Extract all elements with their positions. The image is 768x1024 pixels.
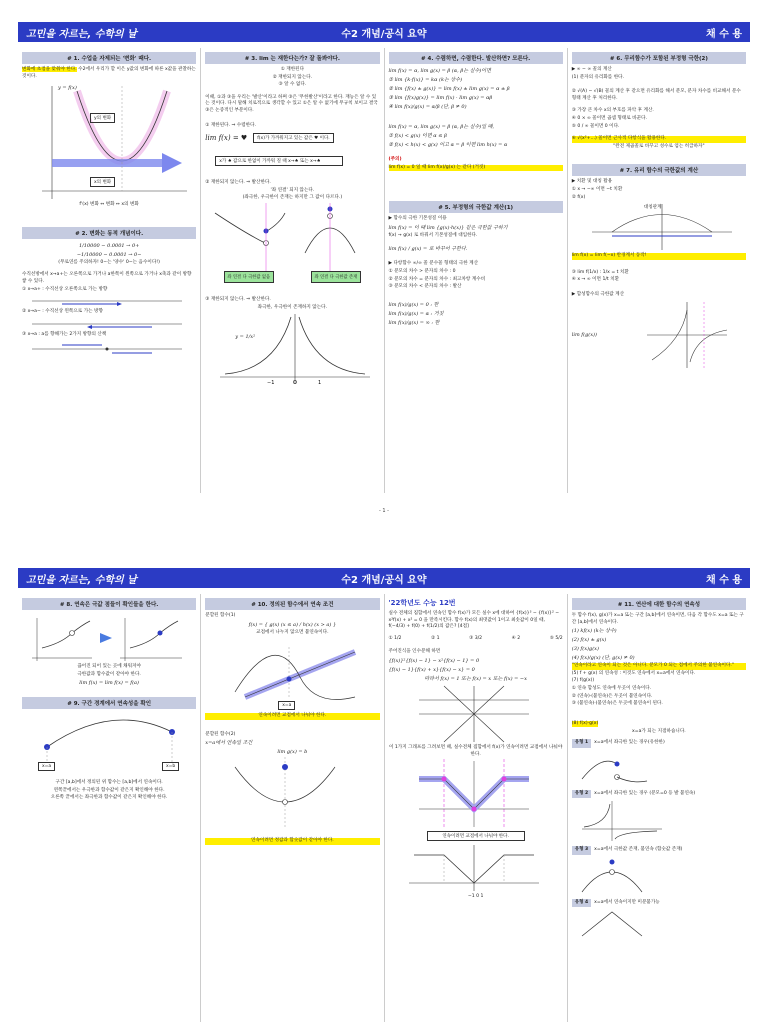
section-9-title: # 9. 구간 경계에서 연속성을 확인 <box>22 697 196 709</box>
s11-line-7: x=a가 되는 지점하습니다. <box>632 729 686 735</box>
section-3-title: # 3. lim 는 재한다는가? 잘 돌봐야다. <box>205 52 379 64</box>
page-header <box>18 22 750 42</box>
continuity-fix-figure <box>22 613 192 663</box>
prop-line-2: ② lim {f(x) ± g(x)} = lim f(x) ± lim g(x) = α ± β <box>388 86 510 92</box>
label-x-b: x=b <box>162 762 179 771</box>
s9-line-3: 오른쪽 끝에서는 좌극한과 함수값이 같은지 확인해야 한다. <box>50 795 168 801</box>
not-connected-note: (좌극한, 우극한이 존재는 하지만 그 값이 다르다.) <box>242 195 343 201</box>
lim-symbol: lim f(x) = ♥ <box>205 134 248 143</box>
s10-line-5: lim g(x) = b <box>277 749 308 756</box>
case-1-text: x=a에서 좌극한 있는 경우(유한한) <box>594 739 665 745</box>
solution-5: 이 1가지 그래프를 그려보면 때, 실수전체 집합에서 f(x)가 연속이려면 교점에서 나눠야 한다. <box>388 744 563 757</box>
x-change-box: x의 변화 <box>90 177 115 187</box>
label-x-a-2: x=a <box>278 701 295 710</box>
jump-labels <box>205 271 379 283</box>
approach-box: x가 ♠ 값으로 한없이 가까워 질 때 x→♠ 또는 x→♠ <box>215 156 343 166</box>
converge-figure <box>205 133 379 143</box>
left-arrow-line <box>22 317 192 331</box>
final-graph <box>389 843 559 893</box>
case-3-tag: 유형 3 <box>572 846 591 855</box>
boxed-conclusion: 연속이려면 교점에서 나눠야 한다. <box>427 831 525 841</box>
s5-line-3: f(x) → g(x) 로 바꿔서 기본성질에 대입한다. <box>388 232 478 238</box>
converge-value-box: f(x)가 가까워지고 있는 값은 ♥ 이다. <box>253 133 334 143</box>
s5-line-2: lim f(x) = 이 때 lim {g(x)·h(x)} 같은 극한값 구하기 <box>388 224 508 231</box>
result-2: lim f(x)/g(x) = α : 거짓 <box>388 310 444 317</box>
left-limit-item: ② x→a− : 수직선상 왼쪽으로 가는 방향 <box>22 309 103 315</box>
reciprocal-fx: y = 1/x² <box>235 334 256 341</box>
header2-center: 수2 개념/공식 요약 <box>341 574 427 586</box>
s11-line-6: ③ (불연속)·(불연속)은 두곳에 불연속이 된다. <box>571 701 663 707</box>
p2-column-4 <box>568 594 750 1022</box>
s6-line-2: (1) 분자의 유리화를 한다. <box>571 74 625 80</box>
reciprocal-plot <box>205 312 379 387</box>
piecewise-figure-2 <box>205 757 379 837</box>
s6-line-6: ⑤ 0 / ∞ 꼴이면 0 이다. <box>571 123 620 129</box>
right-arrow-line <box>22 294 192 308</box>
solution-2: {f(x)}²{f(x) − 1} − x²{f(x) − 1} = 0 <box>388 657 480 664</box>
piecewise-figure <box>205 637 379 712</box>
case-4-tag: 유형 4 <box>572 899 591 908</box>
case-2-text: x=a에서 좌극한 있는 경우 (분모=0 등 발 불연속) <box>594 790 696 796</box>
s7-highlight: lim f(x) = lim f(−x) 반경계서 동작! <box>572 253 746 260</box>
p2-column-3 <box>385 594 568 1022</box>
case-3-row <box>572 846 746 855</box>
section-4-title: # 4. 수렴하면, 수렴한다. 발산하면? 모른다. <box>389 52 563 64</box>
s7-line-3: ② f(x) <box>571 194 586 200</box>
choice-1[interactable]: ① 1/2 <box>388 635 402 641</box>
column-2 <box>201 48 384 493</box>
case-diverge-1: ② 재한되지 않는다. ⇒ 발산한다. <box>205 180 271 186</box>
rule-1: ① 분모의 차수 > 분자의 차수 : 0 <box>388 268 456 274</box>
page-number: - 1 - <box>379 508 389 514</box>
p2-column-1 <box>18 594 201 1022</box>
option-3: ③ 알 수 없다. <box>278 82 307 88</box>
s6-line-3: ② √(A) − √(B) 꼴의 계산 후 같으면 유리화를 해서 분모, 분자 차수를 비교해서 분수 형태 계산 후 처리한다. <box>571 89 741 101</box>
result-3: lim f(x)/g(x) = ∞ : 한 <box>388 319 440 326</box>
exam-title: '22학년도 수능 12번 <box>388 599 456 607</box>
option-2: ② 재한되지 않는다. <box>272 74 313 80</box>
rule-2: ② 분모의 차수 = 분자의 차수 : 최고차항 계수비 <box>388 276 486 282</box>
jump-graphs <box>205 203 375 271</box>
prop-line-3: ③ lim {f(x)g(x)} = lim f(x) · lim g(x) = αβ <box>388 95 493 101</box>
label-x-a: x=a <box>38 762 55 771</box>
s11-l2: (2) f(x) ± g(x) <box>571 637 607 644</box>
s8-line-1: 끊어진 되어 있는 곳에 채워져야 <box>77 664 141 669</box>
section-1-title: # 1. 수업을 자제되는 '변화' 때다. <box>22 52 196 64</box>
case-4-row <box>572 899 746 908</box>
s6-line-4: ③ 가장 큰 차수 x의 부호를 파악 후 계산. <box>571 108 654 114</box>
s5-line-5: ▶ 다항함수 ∞/∞ 꼴 분수꼴 형태의 극한 계산 <box>388 261 479 267</box>
case-3-text: x=a에서 극한값 존재, 불연속 (함숫값 존재) <box>594 847 683 853</box>
column-4 <box>568 48 750 493</box>
page1-columns <box>18 48 750 493</box>
composite-figure <box>572 300 746 370</box>
s10-line-1: 분할된 함수(1) <box>205 613 236 618</box>
case-2-graph <box>572 799 742 843</box>
highlight-change: 변화에 초점을 맞춰야 한다. <box>22 67 77 72</box>
s7-line-6: ④ x → ∞ 이면 1/t 치환 <box>571 277 620 283</box>
s6-quote: "완전 제곱꼴로 바꾸고 성수로 엄는 히급하자" <box>613 143 705 149</box>
page-2 <box>0 560 768 1024</box>
exam-choices <box>389 635 563 644</box>
result-1: lim f(x)/g(x) = 0 : 한 <box>388 301 439 308</box>
label-limit-exists: 좌 연결 다 극한값 존재 <box>311 271 361 283</box>
case-1-tag: 유형 1 <box>572 739 591 748</box>
composite-svg <box>642 300 732 370</box>
squeeze-1: ① f(x) < g(x) 이면 α ≤ β <box>388 133 447 139</box>
s6-line-1: ▶ ∞ − ∞ 꼴의 계산 <box>571 67 612 72</box>
s11-l1: (1) kf(x) (k는 상수) <box>571 628 617 635</box>
case-1-graph <box>572 749 742 787</box>
symmetry-label: 대칭관계 <box>643 205 662 211</box>
not-connected: '좌 연결' 되지 않는다. <box>270 187 315 193</box>
svg-text:O: O <box>293 380 298 387</box>
composite-formula: lim f(g(x)) <box>571 331 597 338</box>
case-2-tag: 유형 2 <box>572 790 591 799</box>
piecewise-1: f(x) = { g(x) (x ≤ a) / h(x) (x > a) } <box>248 621 337 628</box>
s7-line-7: ▶ 합성함수의 극한값 계산 <box>571 291 625 297</box>
s10-line-3: 분할된 함수(2) <box>205 731 236 737</box>
solution-3: {f(x) − 1}{f(x) + x}{f(x) − x} = 0 <box>388 666 475 673</box>
header-center: 수2 개념/공식 요약 <box>341 28 427 40</box>
solution-graph <box>389 759 559 829</box>
s5-line-1: ▶ 함수의 극한 기본성질 이용 <box>388 216 447 222</box>
case-4-text: x=a에서 연속이지만 미분불가능 <box>594 899 660 905</box>
page2-columns <box>18 594 750 1022</box>
limit-line-1: 1/10000 − 0.0001 → 0+ <box>78 242 140 249</box>
parabola-figure <box>22 81 196 201</box>
limit-line-2: −1/10000 − 0.0001 → 0− <box>76 251 142 258</box>
header-right: 채 수 용 <box>706 28 742 40</box>
choice-2[interactable]: ② 1 <box>431 635 440 641</box>
section-3-body: 이때, ①과 ③을 우리는 '발산'이라고 하며 ③은 '무한발산'이라고 한다. 재능은 알 수 있는 것이다. 다시 말해 치로적으로 생각할 수 있고 ①은 알 수 없기에 무규칙 보이고 결국 ③은 논증적인 부분이다. <box>205 94 378 113</box>
choice-3[interactable]: ③ 3/2 <box>469 635 483 641</box>
section-5-title: # 5. 부정형의 극한값 계산(1) <box>389 201 563 213</box>
case-converge: ① 재한된다. ⇒ 수렴한다. <box>205 122 257 128</box>
s10-highlight-2: 연속이려면 정값과 함숫값이 같아야 한다. <box>205 838 379 845</box>
section-11-title: # 11. 연산에 대한 함수의 연속성 <box>572 598 746 610</box>
section-7-title: # 7. 유리 함수의 극한값의 계산 <box>572 164 746 176</box>
warning-label: (주의) <box>388 157 402 162</box>
choice-5[interactable]: ⑤ 5/2 <box>549 635 563 641</box>
y-change-box: y의 변화 <box>90 113 115 123</box>
case-3-graph <box>572 856 742 896</box>
reciprocal-svg <box>205 312 375 387</box>
page2-header <box>18 568 750 588</box>
column-3 <box>385 48 568 493</box>
prop-line-1: ① lim {k·f(x)} = kα (k는 상수) <box>388 77 463 83</box>
s6-highlight: ⑥ √(x²+…) 꼴이면 근사적 다항식을 활용한다. <box>572 136 746 143</box>
change-caption: f'(x) 변화 ↔ 변화 ↔ x의 변화 <box>79 202 139 208</box>
section-1-body: 수2에서 우리가 할 이은 y값의 변화에 따른 x값을 관찰하는 것이다. <box>22 67 196 79</box>
s11-line-4: ① 연속 합성도 연속에 두곳이 연속이다. <box>571 685 652 691</box>
s7-line-1: ▶ 치환 및 대칭 활용 <box>571 179 613 185</box>
header2-right: 채 수 용 <box>706 574 742 586</box>
s9-line-1: 구간 [a,b]에서 정의된 위 함수는 [a,b]에서 연속이다. <box>55 780 163 786</box>
s8-formula: lim f(x) = lim f(x) = f(a) <box>79 680 139 687</box>
section-1-text <box>22 67 196 80</box>
header-left: 고민을 자르는, 수학의 날 <box>26 28 137 40</box>
prop-line-4: ④ lim f(x)/g(x) = α/β (단, β ≠ 0) <box>388 104 467 110</box>
s11-intro: 두 함수 f(x), g(x)가 x=a 또는 구간 [a,b]에서 연속이면, 다음 각 함수도 x=a 또는 구간 [a,b]에서 연속이다. <box>571 613 744 625</box>
right-limit-item: ① x→a+ : 수직선상 오른쪽으로 가는 방향 <box>22 286 108 292</box>
piecewise-svg-2 <box>205 757 375 837</box>
s7-line-5: ③ lim f(1/x) : 1/x = t 치환 <box>571 269 629 275</box>
p2-column-2 <box>201 594 384 1022</box>
axis-labels: −1 0 1 <box>467 894 484 900</box>
case-4-graph <box>572 908 742 938</box>
s11-l3: (3) f(x)g(x) <box>571 646 599 653</box>
section-6-title: # 6. 무리함수가 포함된 부정형 극한(2) <box>572 52 746 64</box>
squeeze-2: ② f(x) < h(x) < g(x) 이고 α = β 이면 lim h(x) = α <box>388 142 508 148</box>
choice-4[interactable]: ④ 2 <box>511 635 521 641</box>
s8-line-2: 극한값과 함수값이 같아야 한다. <box>77 671 141 677</box>
section-2-title: # 2. 변화는 동적 개념이다. <box>22 227 196 239</box>
label-no-limit: 좌 연결 다 극한값 없음 <box>224 271 274 283</box>
solution-1: 주어진식을 인수분해 하면 <box>388 649 441 655</box>
no-one-sided: 좌극한, 우극한이 존재하지 않는다. <box>257 304 328 310</box>
s10-line-2: 교점에서 나누지 않으면 불연속이다. <box>256 629 329 635</box>
svg-text:1: 1 <box>318 380 322 387</box>
case-diverge-2: ③ 재한되지 않는다. ⇒ 발산한다. <box>205 296 271 302</box>
section-8-title: # 8. 연속은 극값 점들이 확인들을 한다. <box>22 598 196 610</box>
fx-label: y = f(x) <box>58 85 77 92</box>
s7-line-2: ① x → −∞ 이면 −t 치환 <box>571 186 623 192</box>
s11-highlight: "연속이라고 연속이 되는 것은 아니다. 분모가 0 되는 점에서 주의한 불연속이다." <box>572 663 746 670</box>
svg-text:−1: −1 <box>267 380 275 387</box>
s10-line-4: x=a에서 연속일 조건 <box>205 740 253 747</box>
s11-line-2: (5) f + g(x) 의 연속성 : 이것도 연속에서 x=a에서 연속이다. <box>571 670 696 676</box>
solution-4: 따라서 f(x) = 1 또는 f(x) = x 또는 f(x) = −x <box>424 675 527 682</box>
s11-highlight-2: (8) f(x)·g(x) <box>571 720 599 726</box>
case-1-row <box>572 739 746 748</box>
s9-line-2: 왼쪽끝에서는 우극한과 함수값이 같은지 확인해야 한다. <box>53 787 165 793</box>
s11-l4: (4) f(x)/g(x) (단, g(x) ≠ 0) <box>571 655 635 662</box>
s6-line-5: ④ 0 × ∞ 꼴이면 곱셈 형태로 바꾼다. <box>571 115 647 121</box>
exam-body: 실수 전체의 집합에서 연속인 함수 f(x)가 모든 실수 x에 대하여 {f(x)}³ − {f(x)}² − x²f(x) + x² = 0 을 만족시킨다. 함수 f(x)의 최댓값이 1이고 최솟값이 0일 때, f(−4/3) + f(0) + f(1/2)의 값은? [4점] <box>388 611 560 630</box>
case-2-row <box>572 790 746 799</box>
header2-left: 고민을 자르는, 수학의 날 <box>26 574 137 586</box>
closed-interval-figure <box>22 712 196 772</box>
two-side-arrows <box>22 339 192 359</box>
squeeze-intro: lim f(x) = α, lim g(x) = β (α, β는 실수)일 때, <box>388 124 495 130</box>
warning-text: lim f(x) = 0 일 때 lim f(x)/g(x) 는 같다 (거짓) <box>389 165 563 172</box>
option-1: ① 재한된다 <box>280 67 305 72</box>
s11-line-3: (7) f(g(x)) <box>571 678 595 684</box>
sign-note: (무로연름 주의하자! 0−는 '양수' 0−는 음수이다!) <box>58 259 160 265</box>
rule-3: ③ 분모의 차수 < 분자의 차수 : 발산 <box>388 284 462 290</box>
two-side-item: ③ x→a : a를 향해가는 2가지 방향의 산책 <box>22 331 107 337</box>
symmetry-figure <box>572 202 746 252</box>
section-2-body: 수직선방에서 x→a+는 오른쪽으로 가거나 a한쪽이 왼쪽으로 가거나 x축과 같이 방향 쌓 수 있다. <box>22 272 192 284</box>
prop-line-0: lim f(x) = α, lim g(x) = β (α, β는 실수)이면 <box>388 68 491 74</box>
s11-line-5: ② (연속)·(불연속)은 두곳이 불연속이다. <box>571 693 653 699</box>
three-graphs <box>389 684 559 744</box>
s10-highlight-1: 연속이려면 교점에서 나눠야 한다. <box>205 713 379 720</box>
section-10-title: # 10. 정의된 함수에서 연속 조건 <box>205 598 379 610</box>
column-1 <box>18 48 201 493</box>
s5-line-4: lim f(x) / g(x) = 로 바꾸어 구한다. <box>388 246 468 253</box>
